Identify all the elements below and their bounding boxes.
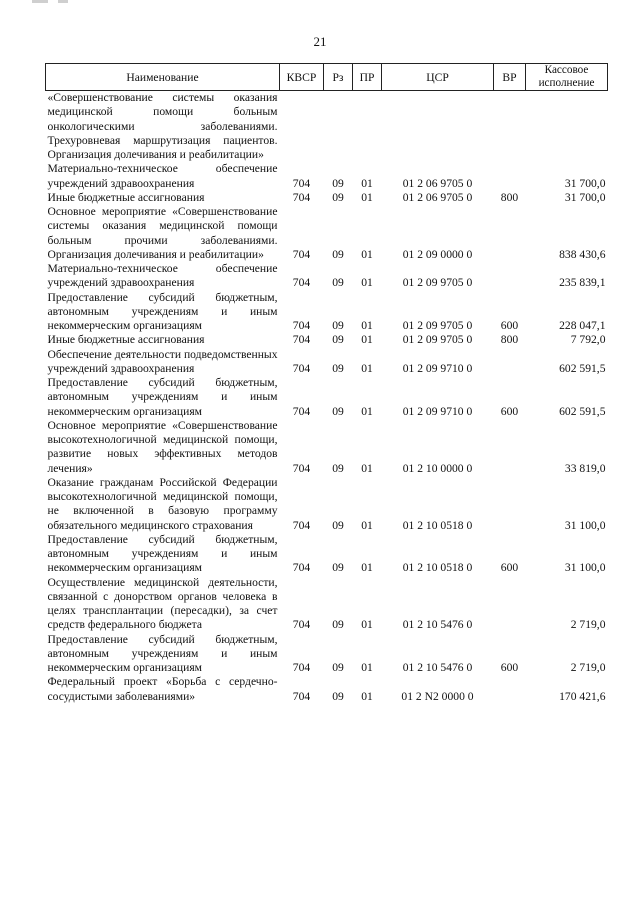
table-cell-pr: 01 xyxy=(361,689,373,703)
table-cell-vr xyxy=(494,576,526,633)
table-cell-rz: 09 xyxy=(332,561,344,575)
table-cell-csr: 01 2 09 0000 0 xyxy=(402,247,473,261)
table-cell-kvsr: 704 xyxy=(292,561,311,575)
header-sum: Кассовое исполнение xyxy=(526,64,608,91)
table-cell-kvsr: 704 xyxy=(292,518,311,532)
table-row xyxy=(46,376,608,419)
table-header-row xyxy=(46,64,608,91)
table-cell-name: Обеспечение деятельности подведомственных учреждений здравоохранения xyxy=(47,347,278,375)
table-cell-kvsr: 704 xyxy=(292,333,311,347)
table-cell-rz: 09 xyxy=(332,461,344,475)
table-cell-pr: 01 xyxy=(361,276,373,290)
table-row xyxy=(46,262,608,291)
table-cell-sum: 33 819,0 xyxy=(564,461,606,475)
table-cell-csr: 01 2 10 0518 0 xyxy=(402,518,473,532)
table-cell-pr: 01 xyxy=(361,361,373,375)
table-cell-csr: 01 2 09 9705 0 xyxy=(402,333,473,347)
table-row xyxy=(46,291,608,334)
table-cell-rz: 09 xyxy=(332,618,344,632)
table-row xyxy=(46,419,608,476)
table-cell-rz: 09 xyxy=(332,361,344,375)
table-cell-csr: 01 2 N2 0000 0 xyxy=(401,689,474,703)
table-cell-pr xyxy=(353,91,382,163)
table-cell-vr xyxy=(494,262,526,291)
table-cell-rz xyxy=(324,91,353,163)
header-vr: ВР xyxy=(494,64,526,91)
table-cell-pr: 01 xyxy=(361,190,373,204)
table-cell-vr: 600 xyxy=(500,404,519,418)
table-cell-csr xyxy=(382,91,494,163)
table-cell-pr: 01 xyxy=(361,333,373,347)
table-cell-kvsr xyxy=(280,91,324,163)
table-cell-vr xyxy=(494,419,526,476)
table-cell-pr: 01 xyxy=(361,319,373,332)
table-row xyxy=(46,191,608,205)
table-cell-kvsr: 704 xyxy=(292,247,311,261)
table-cell-kvsr: 704 xyxy=(292,190,311,204)
table-cell-pr: 01 xyxy=(361,661,373,674)
table-row xyxy=(46,476,608,533)
table-cell-csr: 01 2 10 5476 0 xyxy=(402,618,473,632)
table-cell-pr: 01 xyxy=(361,404,373,418)
table-cell-rz: 09 xyxy=(332,404,344,418)
table-cell-rz: 09 xyxy=(332,176,344,190)
table-cell-rz: 09 xyxy=(332,247,344,261)
header-name: Наименование xyxy=(46,64,280,91)
table-cell-kvsr: 704 xyxy=(292,176,311,190)
table-cell-rz: 09 xyxy=(332,333,344,347)
table-cell-sum: 170 421,6 xyxy=(559,689,606,703)
table-cell-kvsr: 704 xyxy=(292,319,311,332)
table-cell-csr: 01 2 10 5476 0 xyxy=(402,661,473,674)
table-cell-name: Оказание гражданам Российской Федерации высокотехнологичной медицинской помощи, не включенной в базовую программу обязательного медицинского страхования xyxy=(47,475,278,532)
table-cell-csr: 01 2 10 0518 0 xyxy=(402,561,473,575)
table-cell-name: Материально-техническое обеспечение учреждений здравоохранения xyxy=(47,162,278,190)
header-kvsr: КВСР xyxy=(280,64,324,91)
scan-artifact xyxy=(58,0,68,3)
table-cell-name: Федеральный проект «Борьба с сердечно-сосудистыми заболеваниями» xyxy=(47,675,278,703)
table-cell-vr xyxy=(494,675,526,704)
table-cell-vr xyxy=(494,476,526,533)
table-cell-name: Предоставление субсидий бюджетным, автономным учреждениям и иным некоммерческим организациям xyxy=(47,632,278,674)
table-row xyxy=(46,91,608,163)
table-cell-name: Основное мероприятие «Совершенствование системы оказания медицинской помощи больным прочими заболеваниями. Организация долечивания и реабилитации» xyxy=(47,205,278,261)
table-cell-pr: 01 xyxy=(361,461,373,475)
table-cell-rz: 09 xyxy=(332,190,344,204)
table-cell-name: Иные бюджетные ассигнования xyxy=(47,333,205,347)
table-row xyxy=(46,162,608,191)
table-cell-pr: 01 xyxy=(361,618,373,632)
table-cell-kvsr: 704 xyxy=(292,276,311,290)
table-cell-sum: 838 430,6 xyxy=(559,247,606,261)
table-cell-kvsr: 704 xyxy=(292,461,311,475)
table-cell-csr: 01 2 09 9705 0 xyxy=(402,319,473,332)
table-cell-sum xyxy=(526,91,608,163)
table-cell-csr: 01 2 10 0000 0 xyxy=(402,461,473,475)
table-cell-vr: 800 xyxy=(500,190,519,204)
table-row xyxy=(46,633,608,676)
table-cell-rz: 09 xyxy=(332,661,344,674)
table-row xyxy=(46,205,608,262)
table-cell-name: Осуществление медицинской деятельности, связанной с донорством органов человека в целях трансплантации (пересадки), за счет средств федерального бюджета xyxy=(47,575,278,632)
table-row xyxy=(46,348,608,377)
table-cell-csr: 01 2 09 9705 0 xyxy=(402,276,473,290)
table-cell-vr: 600 xyxy=(500,661,519,674)
table-cell-kvsr: 704 xyxy=(292,618,311,632)
table-cell-kvsr: 704 xyxy=(292,361,311,375)
table-cell-sum: 602 591,5 xyxy=(559,404,606,418)
table-cell-csr: 01 2 06 9705 0 xyxy=(402,190,473,204)
header-csr: ЦСР xyxy=(382,64,494,91)
table-cell-vr: 800 xyxy=(500,333,519,347)
table-cell-rz: 09 xyxy=(332,319,344,332)
table-cell-sum: 602 591,5 xyxy=(559,361,606,375)
table-cell-name: Материально-техническое обеспечение учреждений здравоохранения xyxy=(47,262,278,290)
table-cell-sum: 31 100,0 xyxy=(564,561,606,575)
table-cell-sum: 235 839,1 xyxy=(559,276,606,290)
table-row xyxy=(46,333,608,347)
table-cell-name: Предоставление субсидий бюджетным, автономным учреждениям и иным некоммерческим организациям xyxy=(47,376,278,418)
table-cell-sum: 2 719,0 xyxy=(570,618,606,632)
table-cell-pr: 01 xyxy=(361,247,373,261)
table-cell-pr: 01 xyxy=(361,518,373,532)
table-cell-name: Иные бюджетные ассигнования xyxy=(47,190,205,204)
table-cell-sum: 228 047,1 xyxy=(559,319,606,332)
table-cell-pr: 01 xyxy=(361,561,373,575)
table-cell-name: Предоставление субсидий бюджетным, автономным учреждениям и иным некоммерческим организациям xyxy=(47,532,278,575)
table-cell-vr xyxy=(494,162,526,191)
table-cell-rz: 09 xyxy=(332,276,344,290)
table-cell-pr: 01 xyxy=(361,176,373,190)
table-cell-rz: 09 xyxy=(332,518,344,532)
table-cell-kvsr: 704 xyxy=(292,689,311,703)
table-cell-rz: 09 xyxy=(332,689,344,703)
table-cell-sum: 2 719,0 xyxy=(570,661,606,674)
table-cell-name: Основное мероприятие «Совершенствование высокотехнологичной медицинской помощи, развитие новых эффективных методов лечения» xyxy=(47,418,278,475)
table-cell-vr xyxy=(494,91,526,163)
table-cell-name: Предоставление субсидий бюджетным, автономным учреждениям и иным некоммерческим организациям xyxy=(47,290,278,332)
table-cell-vr: 600 xyxy=(500,561,519,575)
table-cell-sum: 31 100,0 xyxy=(564,518,606,532)
table-cell-sum: 7 792,0 xyxy=(570,333,606,347)
table-cell-vr xyxy=(494,205,526,262)
table-cell-vr: 600 xyxy=(500,319,519,332)
page-number: 21 xyxy=(313,34,327,49)
header-pr: ПР xyxy=(353,64,382,91)
table-cell-sum: 31 700,0 xyxy=(564,190,606,204)
header-rz: Рз xyxy=(324,64,353,91)
table-row xyxy=(46,576,608,633)
table-cell-csr: 01 2 09 9710 0 xyxy=(402,361,473,375)
table-row xyxy=(46,675,608,704)
table-cell-vr xyxy=(494,348,526,377)
table-cell-kvsr: 704 xyxy=(292,404,311,418)
table-row xyxy=(46,533,608,576)
table-cell-csr: 01 2 09 9710 0 xyxy=(402,404,473,418)
scan-artifact xyxy=(32,0,48,3)
table-cell-sum: 31 700,0 xyxy=(564,176,606,190)
table-cell-kvsr: 704 xyxy=(292,661,311,674)
table-cell-name: «Совершенствование системы оказания медицинской помощи больным онкологическими заболеваниями. Трехуровневая маршрутизация пациентов. Организация долечивания и реабилитации» xyxy=(47,91,278,161)
budget-table xyxy=(45,63,608,704)
table-cell-csr: 01 2 06 9705 0 xyxy=(402,176,473,190)
